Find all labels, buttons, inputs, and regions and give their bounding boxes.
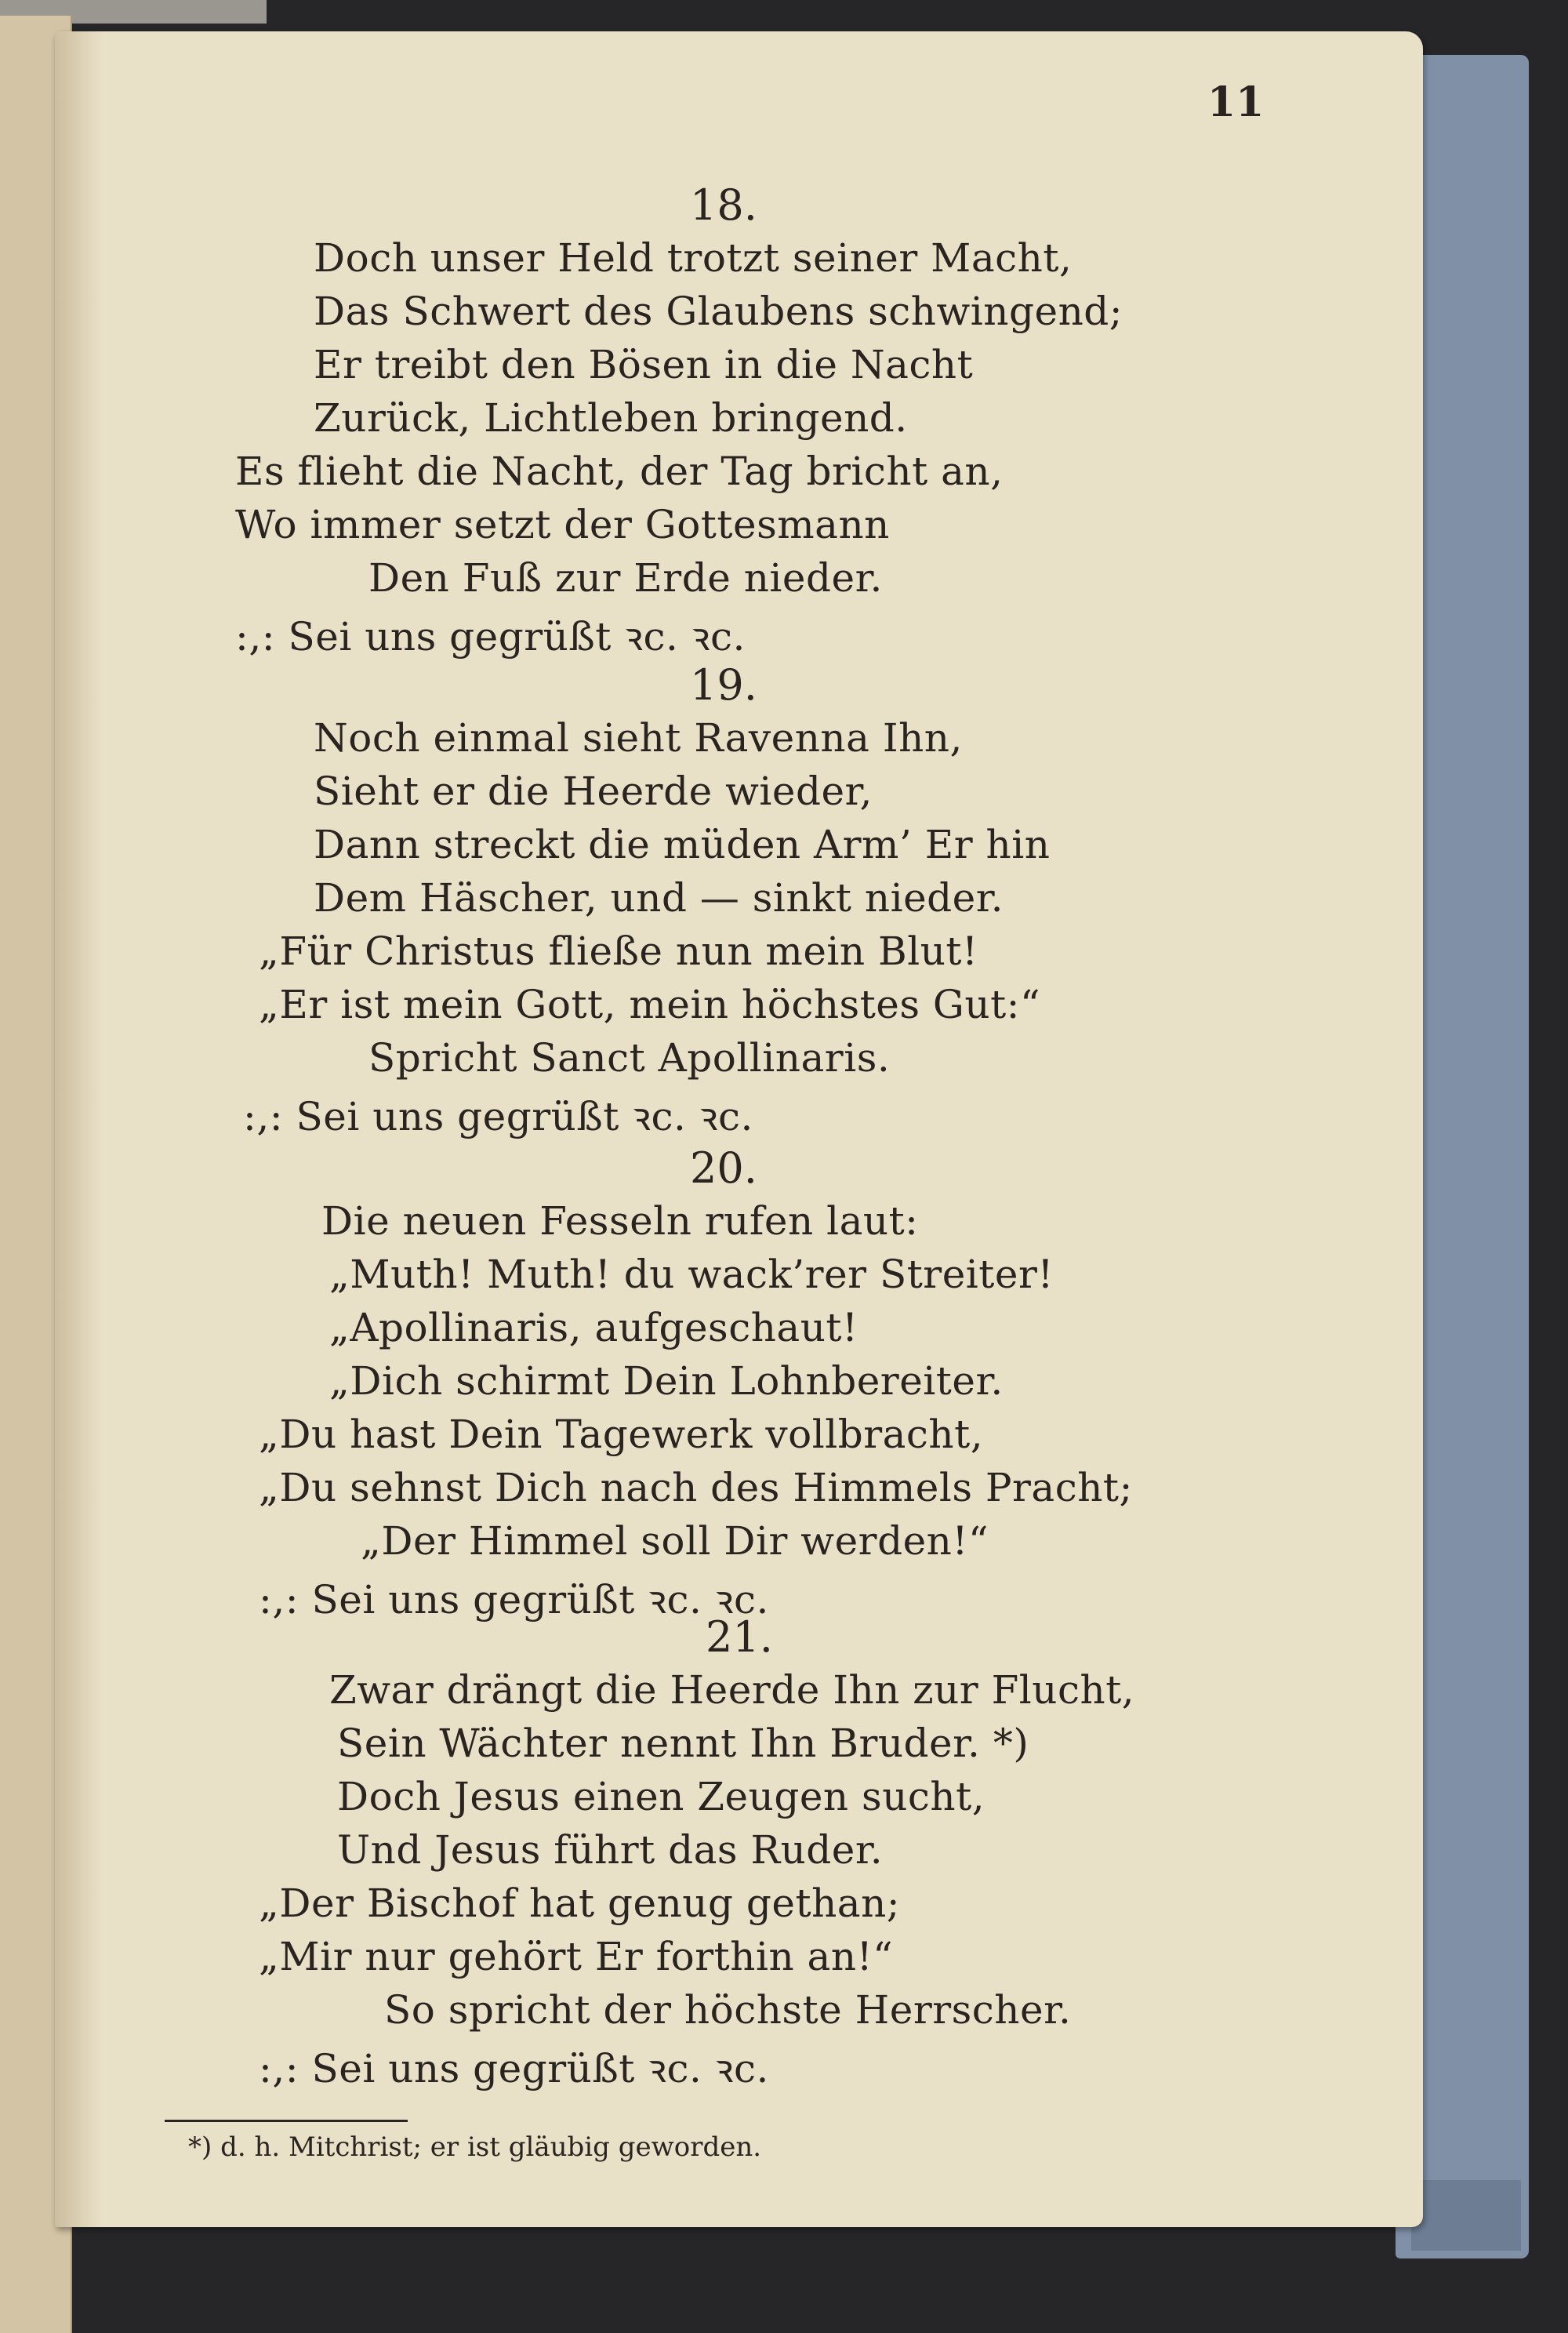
verse-line: Es flieht die Nacht, der Tag bricht an, [235,449,1004,494]
verse-line: Den Fuß zur Erde nieder. [368,555,883,601]
footnote: *) d. h. Mitchrist; er ist gläubig geworden. [188,2131,762,2163]
verse-line: Dann streckt die müden Arm’ Er hin [314,822,1051,867]
stanza-number: 20. [690,1143,757,1193]
verse-line: Spricht Sanct Apollinaris. [368,1035,891,1081]
verse-line: Wo immer setzt der Gottesmann [235,502,890,547]
verse-line: Dem Häscher, und — sinkt nieder. [314,875,1004,921]
verse-line: „Muth! Muth! du wack’rer Streiter! [329,1252,1054,1297]
verse-line: „Mir nur gehört Er forthin an!“ [259,1934,894,1979]
verse-line: Die neuen Fesseln rufen laut: [321,1198,919,1244]
page-number: 11 [1207,78,1265,126]
verse-line: „Du hast Dein Tagewerk vollbracht, [259,1412,984,1457]
verse-line: „Dich schirmt Dein Lohnbereiter. [329,1358,1004,1404]
verse-line: :,: Sei uns gegrüßt ꝛc. ꝛc. [243,1094,753,1139]
verse-line: :,: Sei uns gegrüßt ꝛc. ꝛc. [259,2046,769,2091]
verse-line: Zurück, Lichtleben bringend. [314,395,908,441]
verse-line: „Er ist mein Gott, mein höchstes Gut:“ [259,982,1041,1027]
verse-line: So spricht der höchste Herrscher. [384,1987,1072,2033]
verse-line: Sieht er die Heerde wieder, [314,769,873,814]
verse-line: „Apollinaris, aufgeschaut! [329,1305,858,1350]
book-cover-edge [1411,2180,1521,2251]
stanza-number: 18. [690,180,757,230]
verse-line: Noch einmal sieht Ravenna Ihn, [314,715,963,761]
verse-line: „Du sehnst Dich nach des Himmels Pracht; [259,1465,1133,1510]
verse-line: :,: Sei uns gegrüßt ꝛc. ꝛc. [259,1577,769,1623]
stanza-number: 21. [706,1612,773,1662]
verse-line: Er treibt den Bösen in die Nacht [314,342,974,387]
verse-line: Doch unser Held trotzt seiner Macht, [314,235,1073,281]
stanza-number: 19. [690,660,757,710]
page-gutter-shade [55,31,102,2227]
verse-line: Zwar drängt die Heerde Ihn zur Flucht, [329,1667,1135,1713]
verse-line: Doch Jesus einen Zeugen sucht, [337,1774,985,1819]
footnote-rule [165,2120,408,2122]
verse-line: :,: Sei uns gegrüßt ꝛc. ꝛc. [235,614,746,660]
verse-line: Und Jesus führt das Ruder. [337,1827,884,1873]
verse-line: „Für Christus fließe nun mein Blut! [259,928,978,974]
verse-line: „Der Himmel soll Dir werden!“ [361,1518,989,1564]
verse-line: „Der Bischof hat genug gethan; [259,1881,901,1926]
verse-line: Sein Wächter nennt Ihn Bruder. *) [337,1721,1029,1766]
verse-line: Das Schwert des Glaubens schwingend; [314,289,1123,334]
